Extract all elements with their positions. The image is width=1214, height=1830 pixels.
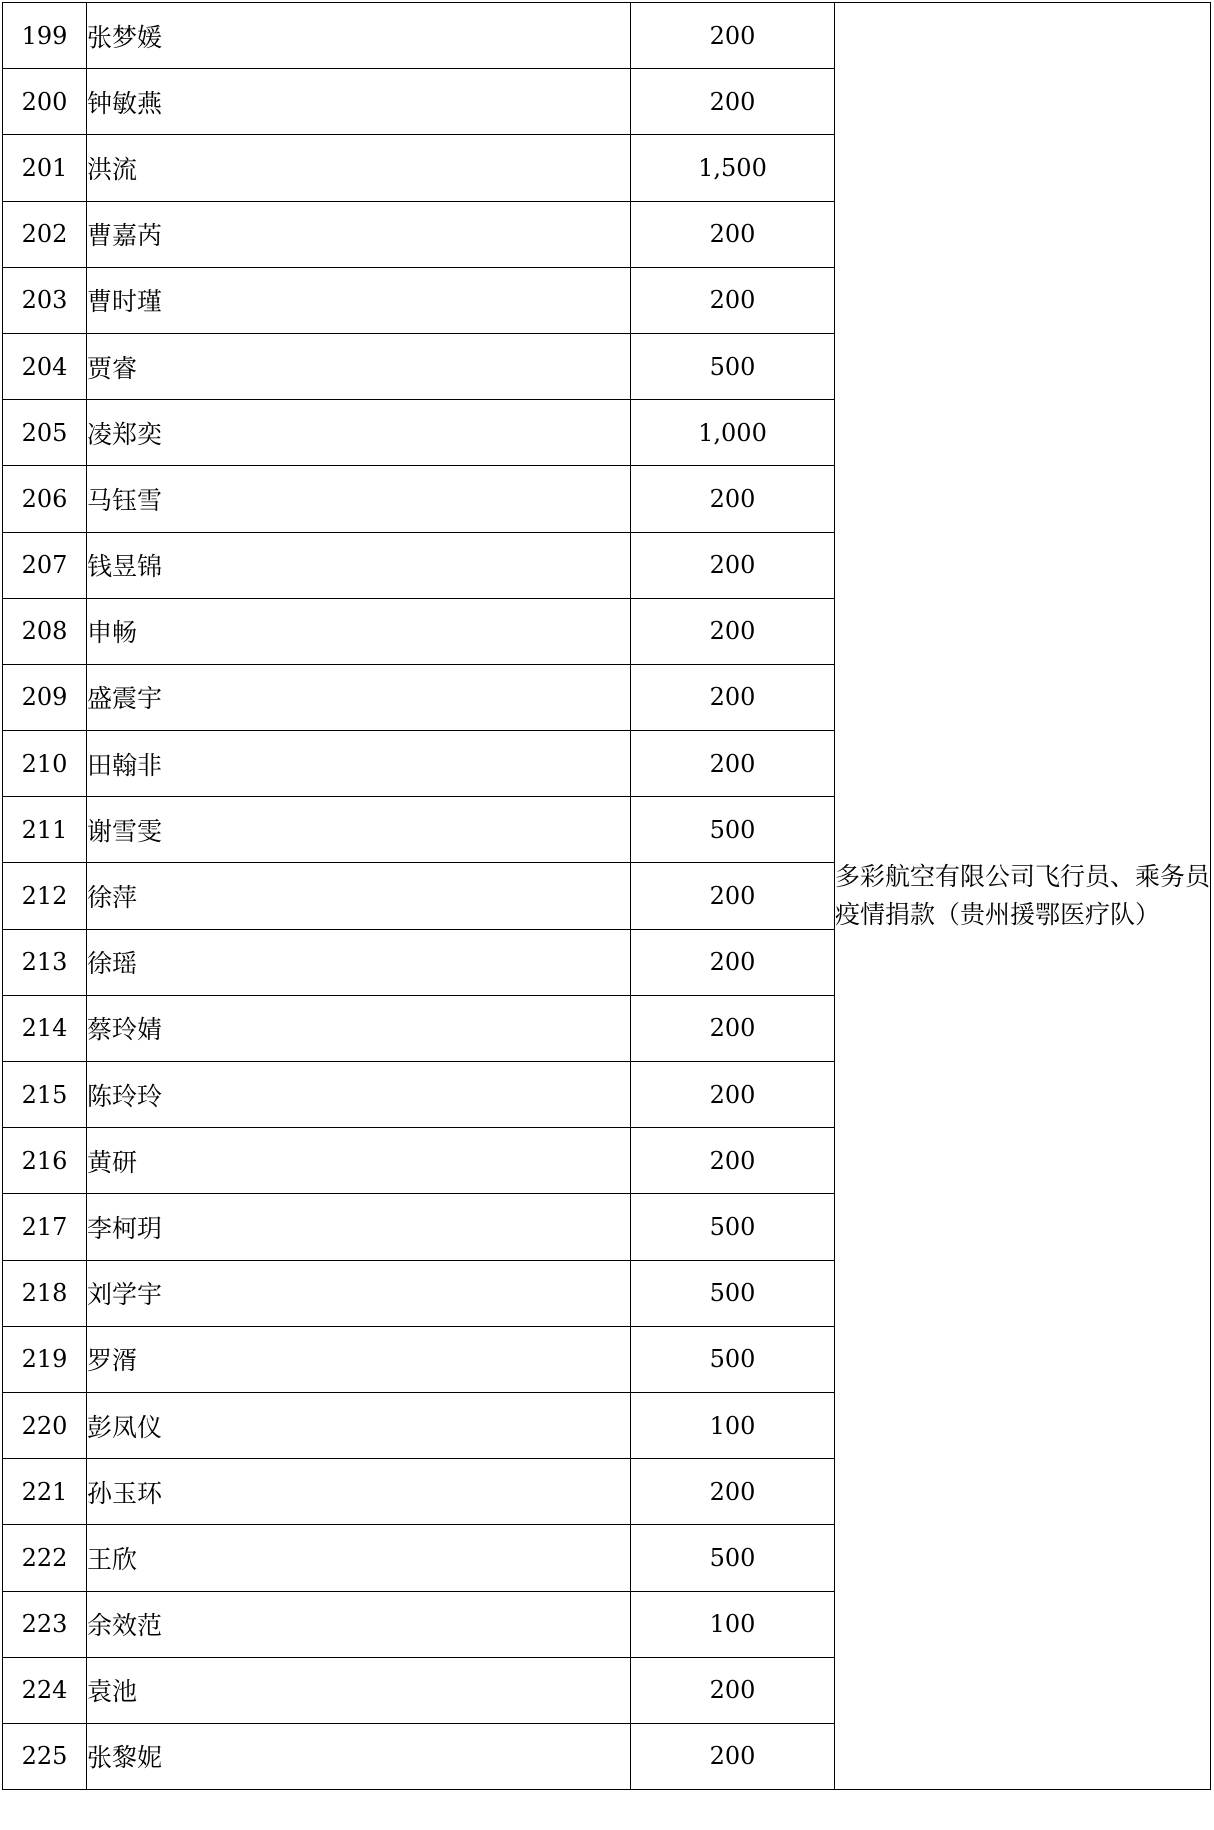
row-number: 222 — [3, 1525, 87, 1591]
donation-amount: 200 — [631, 1062, 835, 1128]
row-number: 217 — [3, 1194, 87, 1260]
row-number: 212 — [3, 863, 87, 929]
donation-amount: 200 — [631, 201, 835, 267]
row-number: 211 — [3, 797, 87, 863]
donor-name: 盛震宇 — [87, 664, 631, 730]
donation-amount: 500 — [631, 797, 835, 863]
donation-amount: 200 — [631, 598, 835, 664]
donor-name: 贾睿 — [87, 333, 631, 399]
donor-name: 余效范 — [87, 1591, 631, 1657]
donor-name: 谢雪雯 — [87, 797, 631, 863]
row-number: 200 — [3, 69, 87, 135]
row-number: 208 — [3, 598, 87, 664]
donation-amount: 1,000 — [631, 400, 835, 466]
row-number: 209 — [3, 664, 87, 730]
donation-amount: 200 — [631, 1459, 835, 1525]
donation-amount: 200 — [631, 1723, 835, 1789]
row-number: 204 — [3, 333, 87, 399]
donation-amount: 200 — [631, 267, 835, 333]
donor-name: 张黎妮 — [87, 1723, 631, 1789]
donor-name: 黄研 — [87, 1128, 631, 1194]
donor-name: 袁池 — [87, 1657, 631, 1723]
table-row — [3, 3, 1211, 69]
row-number: 221 — [3, 1459, 87, 1525]
donor-name: 田翰非 — [87, 731, 631, 797]
donation-amount: 200 — [631, 1657, 835, 1723]
donor-name: 马钰雪 — [87, 466, 631, 532]
donor-name: 王欣 — [87, 1525, 631, 1591]
donation-amount: 200 — [631, 1128, 835, 1194]
donation-table — [2, 2, 1211, 1790]
donation-amount: 200 — [631, 995, 835, 1061]
donation-amount: 100 — [631, 1392, 835, 1458]
donor-name: 钟敏燕 — [87, 69, 631, 135]
donor-name: 刘学宇 — [87, 1260, 631, 1326]
row-number: 206 — [3, 466, 87, 532]
donation-amount: 500 — [631, 333, 835, 399]
donor-name: 孙玉环 — [87, 1459, 631, 1525]
donation-amount: 1,500 — [631, 135, 835, 201]
row-number: 203 — [3, 267, 87, 333]
row-number: 207 — [3, 532, 87, 598]
donor-name: 曹嘉芮 — [87, 201, 631, 267]
donor-name: 李柯玥 — [87, 1194, 631, 1260]
donation-amount: 500 — [631, 1260, 835, 1326]
row-number: 220 — [3, 1392, 87, 1458]
donation-amount: 200 — [631, 3, 835, 69]
donation-amount: 500 — [631, 1194, 835, 1260]
donor-name: 蔡玲婧 — [87, 995, 631, 1061]
donor-name: 洪流 — [87, 135, 631, 201]
row-number: 224 — [3, 1657, 87, 1723]
row-number: 216 — [3, 1128, 87, 1194]
donation-amount: 100 — [631, 1591, 835, 1657]
donation-amount: 200 — [631, 929, 835, 995]
donation-amount: 200 — [631, 664, 835, 730]
donor-name: 徐瑶 — [87, 929, 631, 995]
donation-amount: 200 — [631, 532, 835, 598]
donation-amount: 500 — [631, 1525, 835, 1591]
row-number: 201 — [3, 135, 87, 201]
donor-name: 曹时瑾 — [87, 267, 631, 333]
donor-name: 凌郑奕 — [87, 400, 631, 466]
donation-note: 多彩航空有限公司飞行员、乘务员疫情捐款（贵州援鄂医疗队） — [835, 3, 1211, 1790]
donation-amount: 200 — [631, 731, 835, 797]
donor-name: 罗湑 — [87, 1326, 631, 1392]
row-number: 210 — [3, 731, 87, 797]
row-number: 213 — [3, 929, 87, 995]
donor-name: 钱昱锦 — [87, 532, 631, 598]
row-number: 205 — [3, 400, 87, 466]
donation-table-body — [3, 3, 1211, 1790]
donation-amount: 200 — [631, 863, 835, 929]
row-number: 214 — [3, 995, 87, 1061]
row-number: 219 — [3, 1326, 87, 1392]
donor-name: 张梦媛 — [87, 3, 631, 69]
row-number: 223 — [3, 1591, 87, 1657]
donation-amount: 200 — [631, 466, 835, 532]
row-number: 225 — [3, 1723, 87, 1789]
donation-amount: 500 — [631, 1326, 835, 1392]
row-number: 202 — [3, 201, 87, 267]
row-number: 218 — [3, 1260, 87, 1326]
row-number: 215 — [3, 1062, 87, 1128]
donor-name: 彭凤仪 — [87, 1392, 631, 1458]
donor-name: 申畅 — [87, 598, 631, 664]
donor-name: 陈玲玲 — [87, 1062, 631, 1128]
row-number: 199 — [3, 3, 87, 69]
donor-name: 徐萍 — [87, 863, 631, 929]
donation-amount: 200 — [631, 69, 835, 135]
